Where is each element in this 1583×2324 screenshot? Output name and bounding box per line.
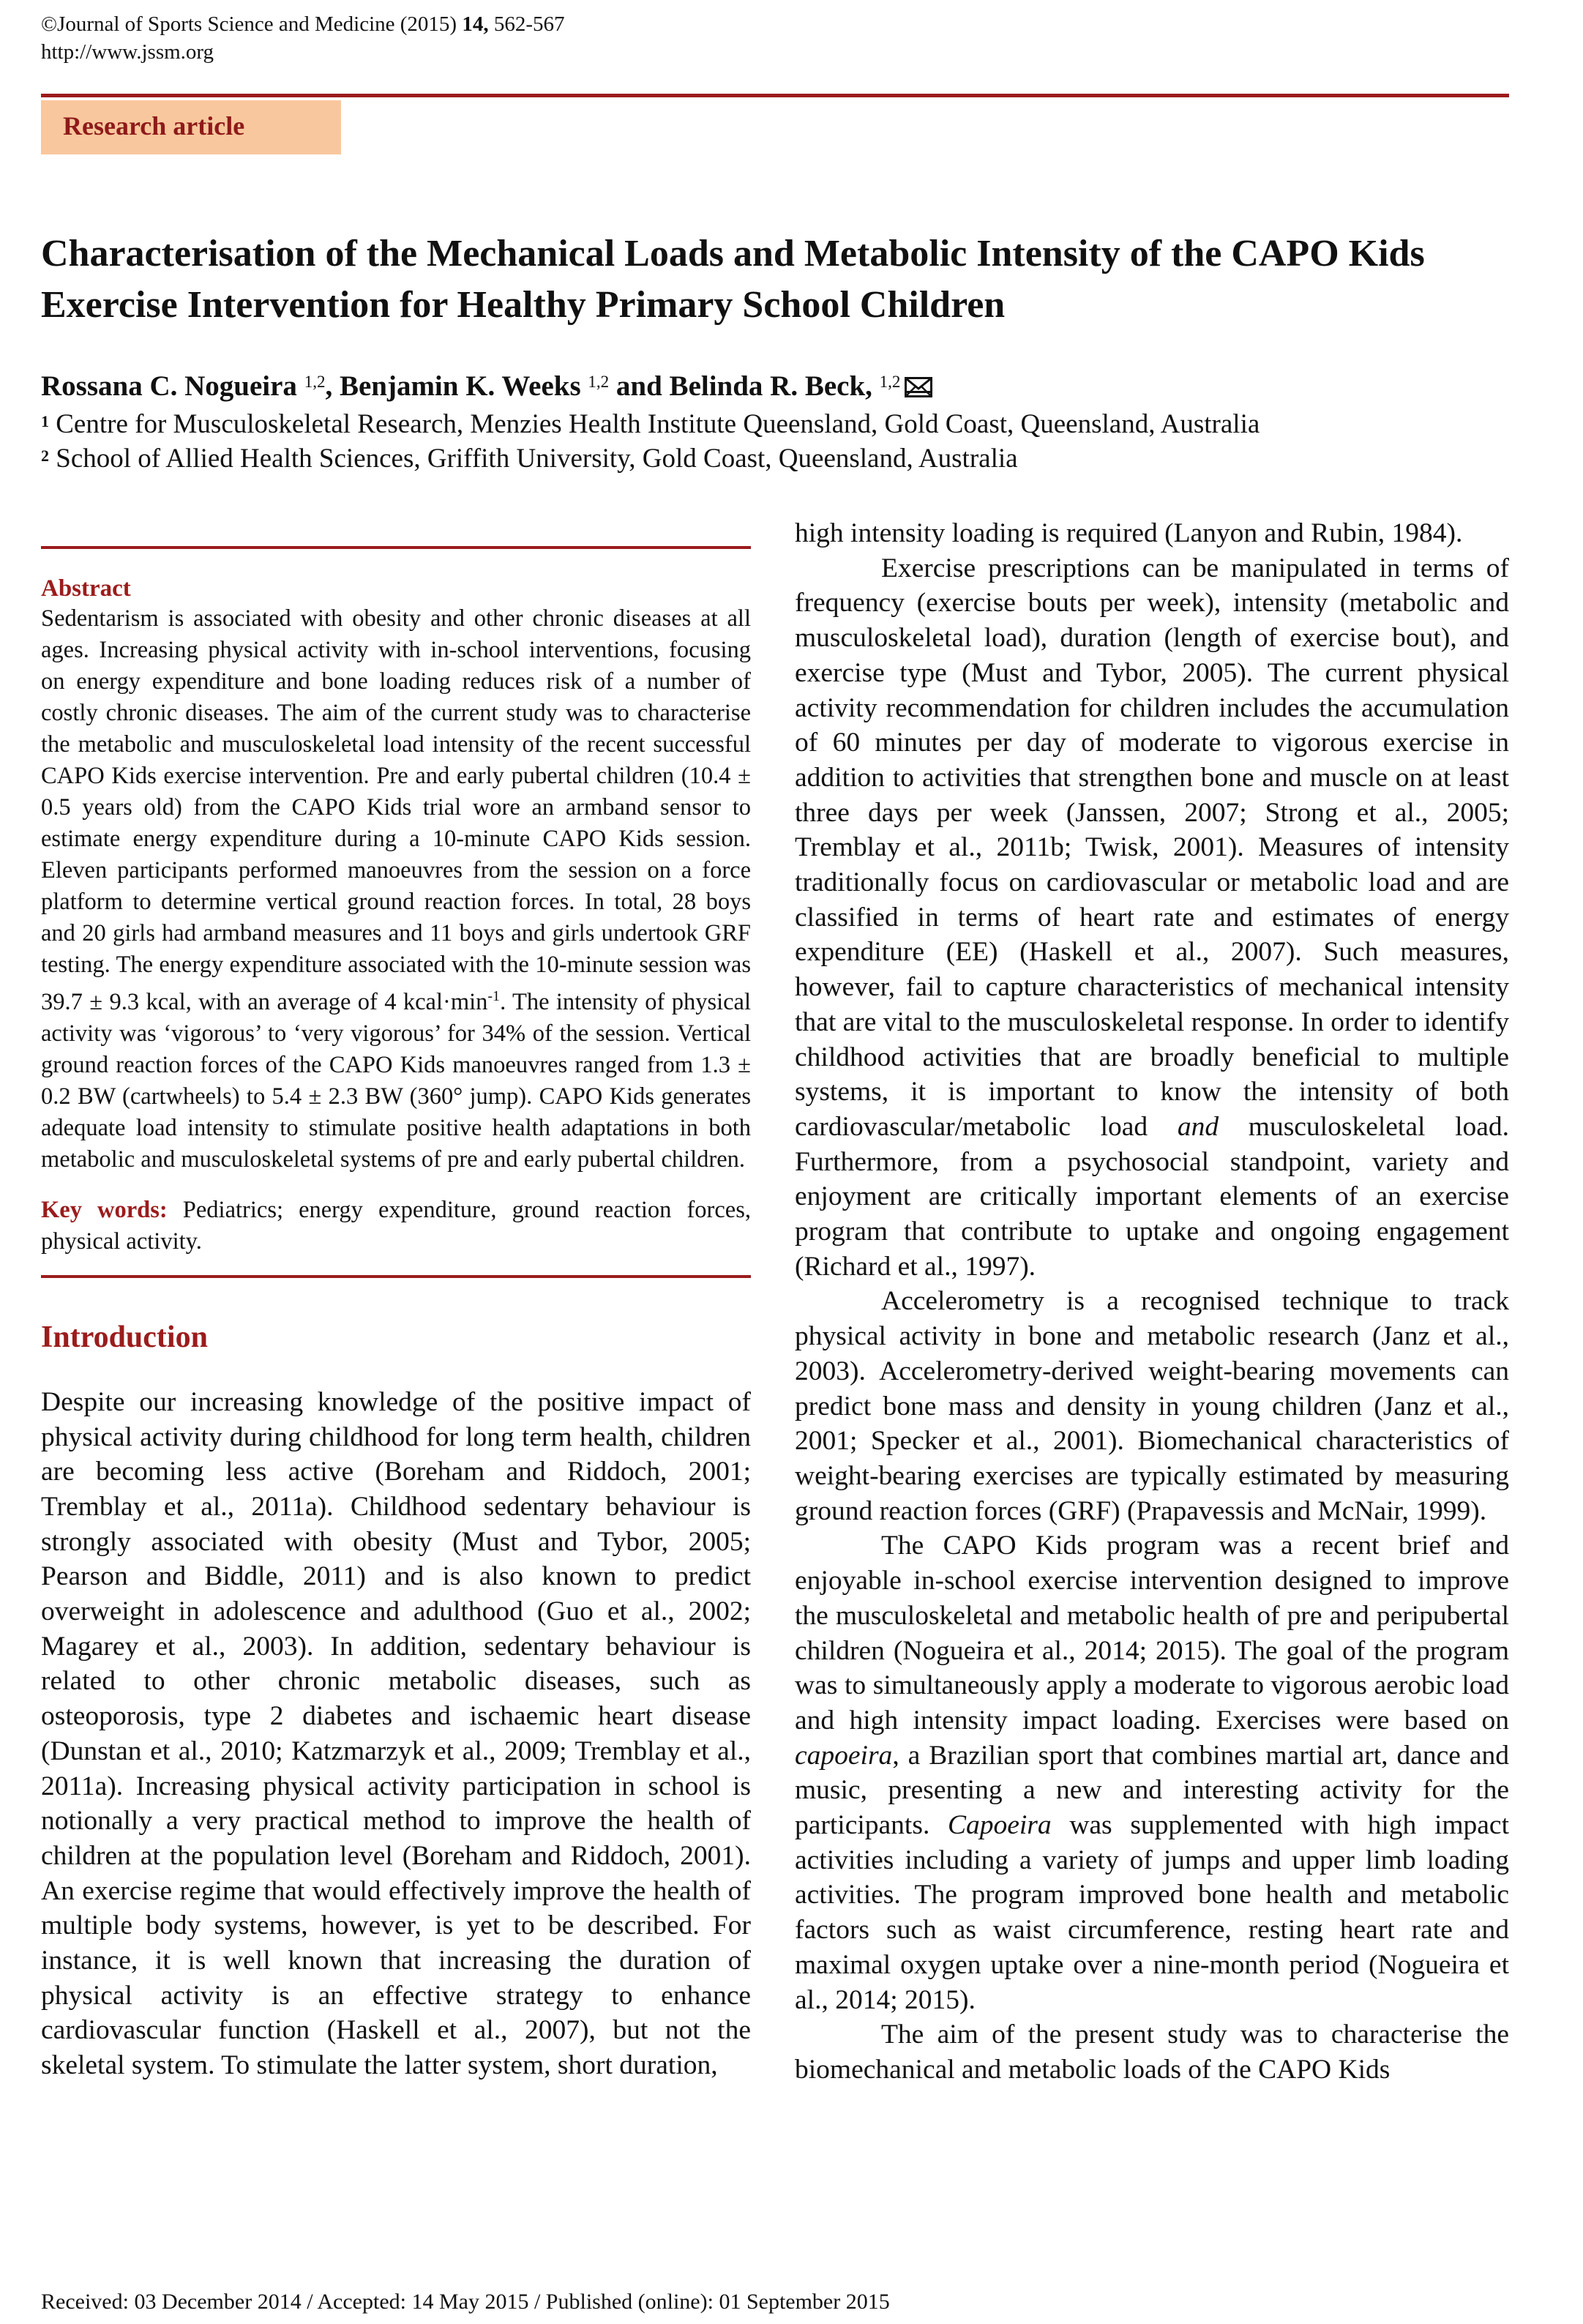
left-column bbox=[41, 512, 751, 2083]
right-column bbox=[795, 512, 1509, 2088]
abstract-text: Sedentarism is associated with obesity and other chronic diseases at all ages. Increasing physical activity with in-school interventions, focusing on energy expenditure and bone loading reduces risk of a number of costly chronic diseases. The aim of the current study was to characterise the metabolic and musculoskeletal load intensity of the recent successful CAPO Kids exercise intervention. Pre and early pubertal children (10.4 ± 0.5 years old) from the CAPO Kids trial wore an armband sensor to estimate energy expenditure during a 10-minute CAPO Kids session. Eleven participants performed manoeuvres from the session on a force platform to determine vertical ground reaction forces. In total, 28 boys and 20 girls had armband measures and 11 boys and girls undertook GRF testing. The energy expenditure associated with the 10-minute session was 39.7 ± 9.3 kcal, with an average of 4 $kcal\cdot\min^{-1}$. The intensity of physical activity was ‘vigorous’ to ‘very vigorous’ for 34% of the session. Vertical ground reaction forces of the CAPO Kids manoeuvres ranged from 1.3 ± 0.2 BW (cartwheels) to 5.4 ± 2.3 BW (360° jump). CAPO Kids generates adequate load intensity to stimulate positive health adaptations in both metabolic and musculoskeletal systems of pre and early pubertal children. bbox=[41, 605, 751, 1173]
right-paragraph-3: The CAPO Kids program was a recent brief and enjoyable in-school exercise intervention designed to improve the musculoskeletal and metabolic health of pre and peripubertal children (Nogueira et al., 2014; 2015). The goal of the program was to simultaneously apply a moderate to vigorous aerobic load and high intensity impact loading. Exercises were based on capoeira, a Brazilian sport that combines martial art, dance and music, presenting a new and interesting activity for the participants. Capoeira was supplemented with high impact activities including a variety of jumps and upper limb loading activities. The program improved bone health and metabolic factors such as waist circumference, resting heart rate and maximal oxygen uptake over a nine-month period (Nogueira et al., 2014; 2015). bbox=[795, 1531, 1509, 2015]
author-line: Rossana C. Nogueira $^{1,2}$, Benjamin K. Weeks $^{1,2}$ and Belinda R. Beck, $^{1,2}$ bbox=[41, 367, 932, 406]
abstract-bottom-rule bbox=[41, 1275, 751, 1278]
journal-url[interactable]: http://www.jssm.org bbox=[41, 40, 214, 64]
article-type-badge bbox=[41, 100, 341, 154]
article-title: Characterisation of the Mechanical Loads and Metabolic Intensity of the CAPO Kids Exercise Intervention for Healthy Primary School Children bbox=[41, 233, 1425, 326]
affiliation-2: $^2$ School of Allied Health Sciences, Griffith University, Gold Coast, Queensland, Australia bbox=[41, 444, 1018, 474]
abstract-heading: Abstract bbox=[41, 575, 131, 602]
journal-citation: ©Journal of Sports Science and Medicine (2015) 14, 562-567 bbox=[41, 12, 565, 36]
right-paragraph-0: high intensity loading is required (Lanyon and Rubin, 1984). bbox=[795, 518, 1463, 548]
introduction-heading: Introduction bbox=[41, 1320, 208, 1354]
article-type-label: Research article bbox=[63, 111, 245, 141]
affiliation-1: $^1$ Centre for Musculoskeletal Research, Menzies Health Institute Queensland, Gold Coast, Queensland, Australia bbox=[41, 409, 1260, 439]
keywords: Key words: Pediatrics; energy expenditure, ground reaction forces, physical activity. bbox=[41, 1196, 751, 1255]
abstract-top-rule bbox=[41, 546, 751, 549]
publication-dates: Received: 03 December 2014 / Accepted: 14 May 2015 / Published (online): 01 September 2015 bbox=[41, 2290, 890, 2314]
right-paragraph-4: The aim of the present study was to characterise the biomechanical and metabolic loads of the CAPO Kids bbox=[795, 2020, 1509, 2085]
header-rule bbox=[41, 94, 1509, 97]
right-paragraph-1: Exercise prescriptions can be manipulated in terms of frequency (exercise bouts per week), intensity (metabolic and musculoskeletal load), duration (length of exercise bout), and exercise type (Must and Tybor, 2005). The current physical activity recommendation for children includes the accumulation of 60 minutes per day of moderate to vigorous exercise in addition to activities that strengthen bone and muscle on at least three days per week (Janssen, 2007; Strong et al., 2005; Tremblay et al., 2011b; Twisk, 2001). Measures of intensity traditionally focus on cardiovascular or metabolic load and are classified in terms of heart rate and estimates of energy expenditure (EE) (Haskell et al., 2007). Such measures, however, fail to capture characteristics of mechanical intensity that are vital to the musculoskeletal response. In order to identify childhood activities that are broadly beneficial to multiple systems, it is important to know the intensity of both cardiovascular/metabolic load and musculoskeletal load. Furthermore, from a psychosocial standpoint, variety and enjoyment are critically important elements of an exercise program that contribute to uptake and ongoing engagement (Richard et al., 1997). bbox=[795, 553, 1510, 1282]
email-envelope-icon[interactable] bbox=[905, 377, 932, 397]
journal-header bbox=[41, 10, 565, 66]
right-paragraph-2: Accelerometry is a recognised technique to track physical activity in bone and metabolic research (Janz et al., 2003). Accelerometry-derived weight-bearing movements can predict bone mass and density in young children (Janz et al., 2001; Specker et al., 2001). Biomechanical characteristics of weight-bearing exercises are typically estimated by measuring ground reaction forces (GRF) (Prapavessis and McNair, 1999). bbox=[795, 1286, 1509, 1526]
intro-paragraph-1: Despite our increasing knowledge of the positive impact of physical activity during childhood for long term health, children are becoming less active (Boreham and Riddoch, 2001; Tremblay et al., 2011a). Childhood sedentary behaviour is strongly associated with obesity (Must and Tybor, 2005; Pearson and Biddle, 2011) and is also known to predict overweight in adolescence and adulthood (Guo et al., 2002; Magarey et al., 2003). In addition, sedentary behaviour is related to other chronic metabolic diseases, such as osteoporosis, type 2 diabetes and ischaemic heart disease (Dunstan et al., 2010; Katzmarzyk et al., 2009; Tremblay et al., 2011a). Increasing physical activity participation in school is notionally a very practical method to improve the health of children at the population level (Boreham and Riddoch, 2001). An exercise regime that would effectively improve the health of multiple body systems, however, is yet to be described. For instance, it is well known that increasing the duration of physical activity is an effective strategy to enhance cardiovascular function (Haskell et al., 2007), but not the skeletal system. To stimulate the latter system, short duration, bbox=[41, 1386, 751, 2081]
